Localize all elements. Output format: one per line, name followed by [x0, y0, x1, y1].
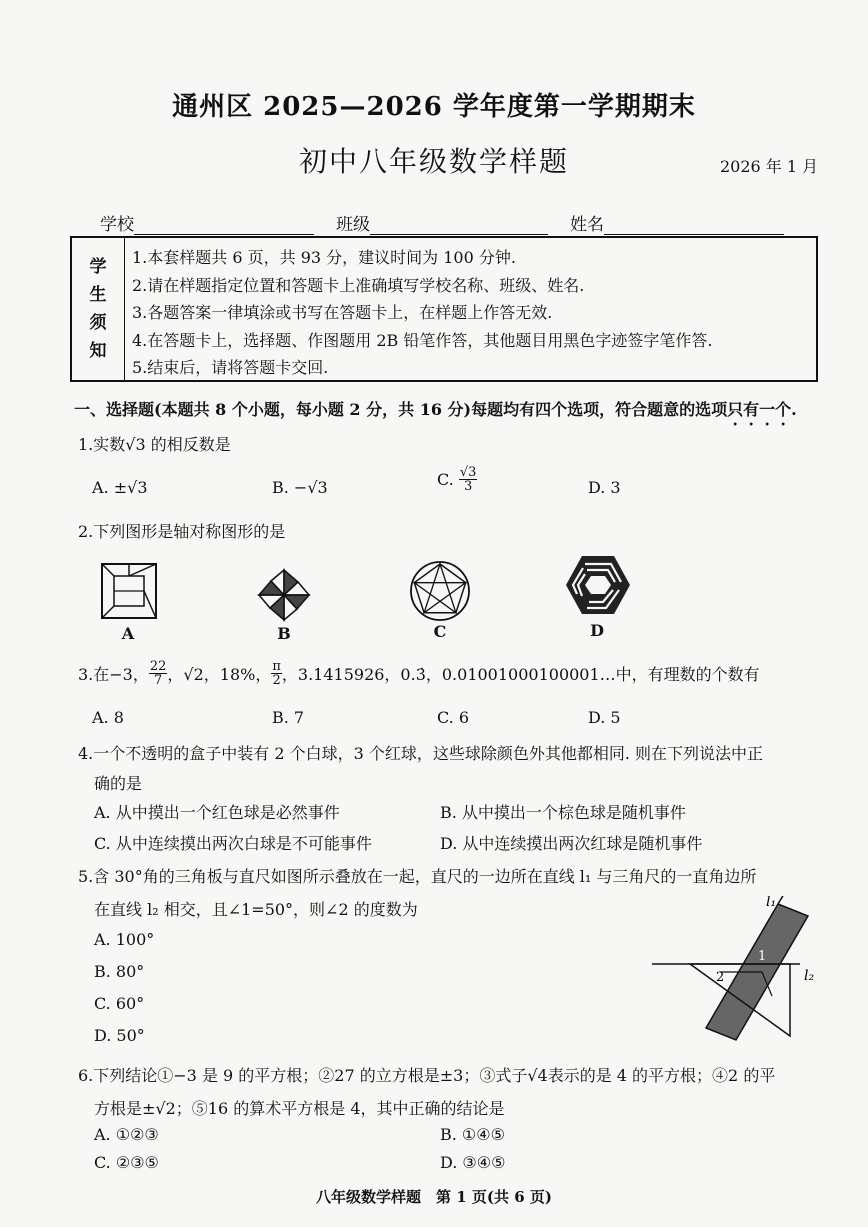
q5-option-d[interactable]: D. 50° [94, 1026, 145, 1045]
section-heading-text: 一、选择题(本题共 8 个小题，每小题 2 分，共 16 分)每题均有四个选项，符合题意的选项 [74, 400, 728, 419]
figure-d-hexagon-swirl[interactable] [565, 554, 631, 616]
q5-option-c[interactable]: C. 60° [94, 994, 145, 1013]
q4-stem-line2: 确的是 [94, 774, 143, 793]
notice-label-char: 生 [89, 285, 107, 305]
name-blank[interactable] [604, 216, 784, 235]
q6-option-d[interactable]: D. ③④⑤ [440, 1153, 506, 1172]
figure-c-star-pentagon[interactable] [408, 558, 472, 622]
figure-label-b: B [277, 624, 291, 643]
notice-label-char: 知 [89, 341, 107, 361]
fraction-denominator: 3 [464, 479, 473, 494]
name-field[interactable] [570, 210, 784, 235]
section-heading-emphasis: 只有一个 [727, 400, 792, 419]
q5-fig-label-l1: l₁ [766, 896, 777, 910]
notice-item: 4.在答题卡上，选择题、作图题用 2B 铅笔作答，其他题目用黑色字迹签字笔作答. [132, 330, 713, 350]
notice-label [72, 238, 125, 380]
q5-option-a[interactable]: A. 100° [94, 930, 155, 949]
school-field[interactable] [100, 210, 314, 235]
notice-item: 3.各题答案一律填涂或书写在答题卡上，在样题上作答无效. [132, 303, 553, 322]
q6-stem-line2: 方根是±√2；⑤16 的算术平方根是 4，其中正确的结论是 [94, 1099, 505, 1118]
q6-option-c[interactable]: C. ②③⑤ [94, 1153, 159, 1172]
q1-option-c-fraction [459, 466, 478, 493]
q3-option-b[interactable]: B. 7 [272, 708, 305, 727]
q5-stem-line2: 在直线 l₂ 相交，且∠1=50°，则∠2 的度数为 [94, 900, 418, 919]
notice-items [132, 244, 712, 382]
q5-option-b[interactable]: B. 80° [94, 962, 145, 981]
q1-option-b[interactable]: B. −√3 [272, 478, 328, 497]
q6-option-a[interactable]: A. ①②③ [94, 1125, 159, 1144]
q3-option-c[interactable]: C. 6 [437, 708, 470, 727]
fraction-numerator: 22 [149, 659, 167, 674]
section-heading-end: . [791, 400, 797, 419]
q1-stem [78, 432, 231, 455]
q1-stem-pre: 1.实数 [78, 435, 126, 454]
student-notice-box [70, 236, 818, 382]
q3-stem-post: ，3.1415926，0.3̇，0.01001000100001…中，有理数的个数有 [281, 665, 760, 684]
q1-stem-root: √3 [125, 435, 146, 454]
q4-stem-line1: 4.一个不透明的盒子中装有 2 个白球，3 个红球，这些球除颜色外其他都相同. 则在下列说法中正 [78, 744, 764, 763]
q4-option-b[interactable]: B. 从中摸出一个棕色球是随机事件 [440, 803, 686, 822]
notice-item: 2.请在样题指定位置和答题卡上准确填写学校名称、班级、姓名. [132, 275, 585, 295]
figure-a-pinwheel-square[interactable] [100, 562, 158, 620]
figure-label-c: C [433, 622, 447, 641]
q3-fraction-22-7 [149, 660, 168, 687]
q5-fig-angle-2: 2 [716, 970, 725, 985]
notice-item: 1.本套样题共 6 页，共 93 分，建议时间为 100 分钟. [132, 248, 516, 267]
q1-option-a[interactable]: A. ±√3 [92, 478, 148, 497]
class-field[interactable] [336, 210, 548, 235]
q6-stem-line1: 6.下列结论①−3 是 9 的平方根；②27 的立方根是±3；③式子√4表示的是 4 的平方根；④2 的平 [78, 1066, 776, 1085]
q1-option-c[interactable] [437, 466, 477, 493]
q3-fraction-pi-2 [271, 660, 282, 687]
fraction-numerator: √3 [459, 465, 477, 480]
q4-option-c[interactable]: C. 从中连续摸出两次白球是不可能事件 [94, 834, 372, 853]
exam-date: 2026 年 1 月 [720, 157, 819, 176]
exam-title: 通州区 2025—2026 学年度第一学期期末 [172, 92, 696, 122]
q3-stem [78, 660, 760, 687]
q6-option-b[interactable]: B. ①④⑤ [440, 1125, 505, 1144]
fraction-denominator: 7 [153, 673, 163, 688]
q1-option-c-label: C. [437, 470, 454, 489]
q5-fig-label-l2: l₂ [804, 968, 815, 984]
q2-stem: 2.下列图形是轴对称图形的是 [78, 522, 286, 541]
name-label: 姓名 [570, 215, 604, 235]
figure-label-d: D [590, 621, 604, 640]
exam-subtitle: 初中八年级数学样题 [298, 145, 569, 178]
school-label: 学校 [100, 215, 134, 235]
q5-stem-line1: 5.含 30°角的三角板与直尺如图所示叠放在一起，直尺的一边所在直线 l₁ 与三角尺的一直角边所 [78, 867, 757, 886]
q3-stem-mid: ，√2，18%， [167, 665, 272, 684]
q3-option-d[interactable]: D. 5 [588, 708, 621, 727]
q3-option-a[interactable]: A. 8 [92, 708, 124, 727]
q4-option-d[interactable]: D. 从中连续摸出两次红球是随机事件 [440, 834, 703, 853]
q5-ruler-triangle-figure [650, 896, 826, 1044]
figure-b-pinwheel[interactable] [254, 566, 314, 624]
notice-item: 5.结束后，请将答题卡交回. [132, 358, 329, 377]
q1-option-d[interactable]: D. 3 [588, 478, 621, 497]
q3-stem-pre: 3.在−3， [78, 665, 149, 684]
q1-stem-post: 的相反数是 [145, 435, 231, 454]
notice-label-char: 须 [89, 313, 107, 333]
page-footer: 八年级数学样题 第 1 页(共 6 页) [316, 1188, 552, 1206]
q5-fig-angle-1: 1 [758, 949, 767, 964]
class-label: 班级 [336, 215, 370, 235]
school-blank[interactable] [134, 216, 314, 235]
figure-label-a: A [121, 624, 135, 643]
notice-label-char: 学 [89, 257, 107, 277]
fraction-numerator: π [272, 659, 281, 674]
q4-option-a[interactable]: A. 从中摸出一个红色球是必然事件 [94, 803, 340, 822]
section-heading [74, 397, 797, 429]
class-blank[interactable] [370, 216, 548, 235]
fraction-denominator: 2 [272, 673, 281, 688]
